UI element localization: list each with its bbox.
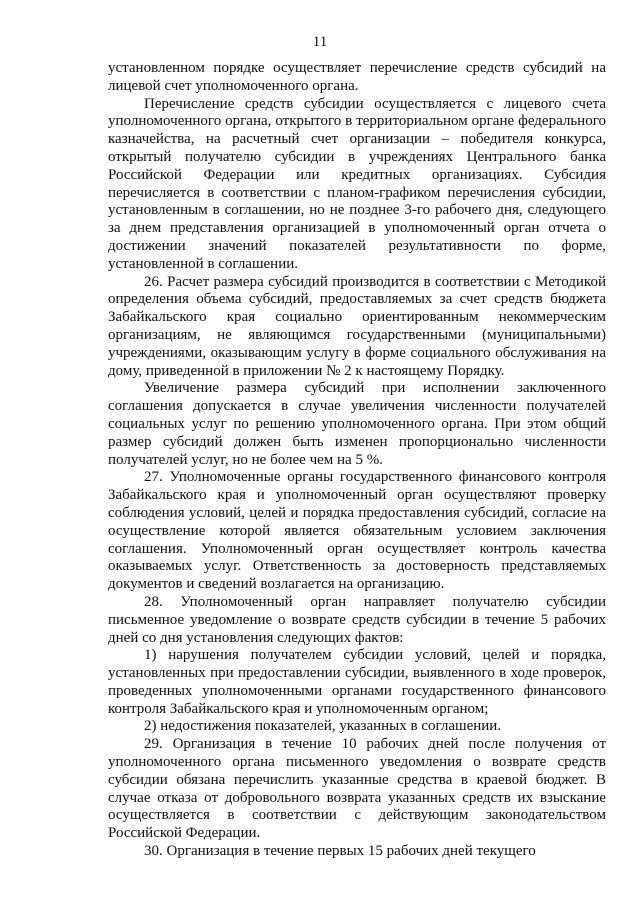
list-item-1: 1) нарушения получателем субсидии условий, целей и порядка, установленных при предоставлении субсидии, выявленного в ходе проверок, проведенных уполномоченными органами государственного финансового контроля Забайкальского края и уполномоченным органом; — [108, 647, 606, 717]
paragraph-27: 27. Уполномоченные органы государственного финансового контроля Забайкальского края и уполномоченный орган осуществляют проверку соблюдения условий, целей и порядка предоставления субсидий, согласие на осуществление которой является обязательным условием заключения соглашения. Уполномоченный орган осуществляет контроль качества оказываемых услуг. Ответственность за достоверность представляемых документов и сведений возлагается на организацию. — [108, 469, 606, 593]
paragraph-29: 29. Организация в течение 10 рабочих дней после получения от уполномоченного органа письменного уведомления о возврате средств субсидии обязана перечислить указанные средства в краевой бюджет. В случае отказа от добровольного возврата указанных средств их взыскание осуществляется в соответствии с действующим законодательством Российской Федерации. — [108, 736, 606, 842]
paragraph-30: 30. Организация в течение первых 15 рабочих дней текущего — [144, 843, 536, 860]
paragraph-increase: Увеличение размера субсидий при исполнении заключенного соглашения допускается в случае увеличения численности получателей социальных услуг по решению уполномоченного органа. При этом общий размер субсидий должен быть изменен пропорционально численности получателей услуг, но не более чем на 5 %. — [108, 380, 606, 468]
document-body — [108, 60, 606, 861]
list-item-2: 2) недостижения показателей, указанных в соглашении. — [144, 718, 502, 735]
paragraph-26: 26. Расчет размера субсидий производится в соответствии с Методикой определения объема субсидий, предоставляемых за счет средств бюджета Забайкальского края социально ориентированным некоммерческим организациям, не являющимся государственными (муниципальными) учреждениями, оказывающим услугу в форме социального обслуживания на дому, приведенной в приложении № 2 к настоящему Порядку. — [108, 273, 606, 379]
paragraph-28: 28. Уполномоченный орган направляет получателю субсидии письменное уведомление о возврате средств субсидии в течение 5 рабочих дней со дня установления следующих фактов: — [108, 593, 606, 646]
page-number: 11 — [312, 34, 328, 50]
paragraph-continuation: установленном порядке осуществляет перечисление средств субсидий на лицевой счет уполномоченного органа. — [108, 60, 606, 94]
paragraph-transfer: Перечисление средств субсидии осуществляется с лицевого счета уполномоченного органа, открытого в территориальном органе федерального казначейства, на расчетный счет организации – победителя конкурса, открытый получателю субсидии в учреждениях Центрального банка Российской Федерации или кредитных организациях. Субсидия перечисляется в соответствии с планом-графиком перечисления субсидии, установленным в соглашении, но не позднее 3-го рабочего дня, следующего за днем представления организацией в уполномоченный орган отчета о достижении значений показателей результативности по форме, установленной в соглашении. — [108, 95, 606, 272]
